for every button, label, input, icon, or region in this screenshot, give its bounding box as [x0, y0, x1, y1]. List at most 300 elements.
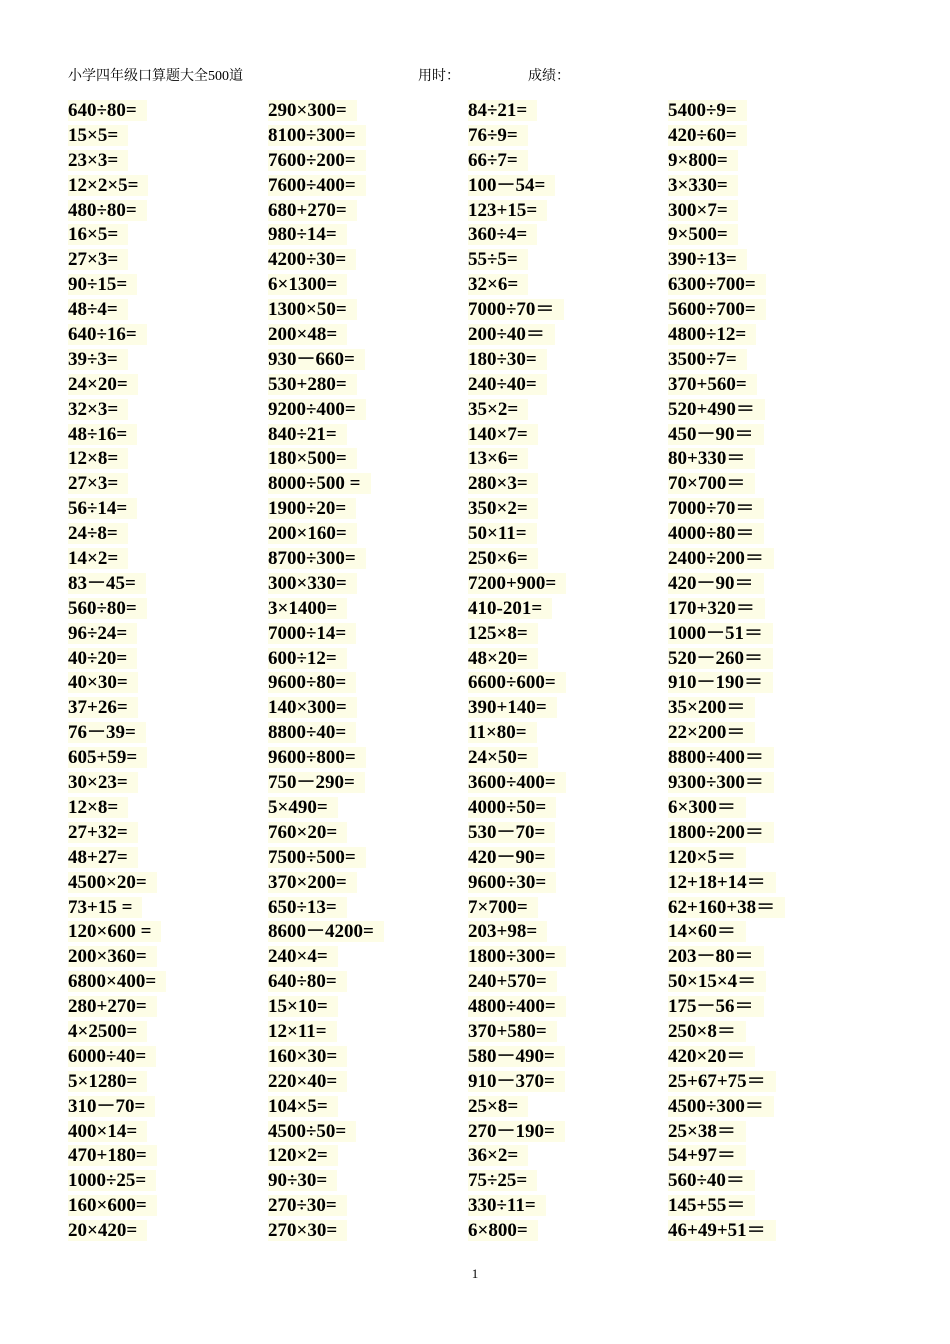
problem-text: 1800÷300= — [468, 946, 566, 967]
problem-text: 270÷30= — [268, 1195, 347, 1216]
problem-text: 25+67+75＝ — [668, 1071, 776, 1092]
problem-item — [468, 796, 668, 821]
problem-item — [268, 472, 468, 497]
problem-text: 6600÷600= — [468, 672, 566, 693]
problem-item — [268, 1144, 468, 1169]
problem-item — [668, 1070, 868, 1095]
problem-item — [668, 671, 868, 696]
problem-text: 50×15×4＝ — [668, 971, 766, 992]
problem-text: 83－45= — [68, 573, 146, 594]
problem-text: 350×2= — [468, 498, 538, 519]
problem-text: 220×40= — [268, 1071, 347, 1092]
problem-text: 70×700＝ — [668, 473, 755, 494]
problem-item — [468, 248, 668, 273]
problem-text: 420－90= — [468, 847, 555, 868]
problem-text: 270×30= — [268, 1220, 347, 1241]
problem-item — [668, 323, 868, 348]
problem-text: 22×200＝ — [668, 722, 755, 743]
problem-text: 8700÷300= — [268, 548, 366, 569]
problem-text: 16×5= — [68, 224, 128, 245]
problem-text: 30×23= — [68, 772, 138, 793]
problem-item — [268, 398, 468, 423]
problem-item — [468, 1120, 668, 1145]
problem-item — [68, 199, 268, 224]
problem-text: 240×4= — [268, 946, 338, 967]
problem-text: 24÷8= — [68, 523, 128, 544]
problem-item — [268, 124, 468, 149]
problem-item — [68, 373, 268, 398]
problem-item — [668, 821, 868, 846]
problem-item — [268, 1045, 468, 1070]
problem-text: 9×800= — [668, 150, 738, 171]
problem-item — [268, 273, 468, 298]
problem-text: 9×500= — [668, 224, 738, 245]
problem-item — [468, 323, 668, 348]
problem-text: 270－190= — [468, 1121, 565, 1142]
problem-text: 80+330＝ — [668, 448, 755, 469]
problem-item — [68, 472, 268, 497]
problem-text: 200×48= — [268, 324, 347, 345]
problem-text: 170+320＝ — [668, 598, 765, 619]
problem-item — [68, 149, 268, 174]
problem-text: 76－39= — [68, 722, 146, 743]
problem-item — [268, 696, 468, 721]
problem-text: 32×3= — [68, 399, 128, 420]
problem-item — [268, 174, 468, 199]
problem-item — [468, 945, 668, 970]
problem-item — [468, 348, 668, 373]
problem-text: 300×7= — [668, 200, 738, 221]
problem-text: 605+59= — [68, 747, 147, 768]
problem-text: 145+55＝ — [668, 1195, 755, 1216]
problem-item — [268, 522, 468, 547]
problem-text: 11×80= — [468, 722, 537, 743]
problem-item — [268, 1095, 468, 1120]
problem-item — [668, 149, 868, 174]
problem-text: 640÷16= — [68, 324, 147, 345]
problem-item — [468, 846, 668, 871]
problem-item — [268, 373, 468, 398]
problem-text: 250×6= — [468, 548, 538, 569]
problem-text: 300×330= — [268, 573, 357, 594]
problem-text: 27+32= — [68, 822, 138, 843]
problem-text: 6×300＝ — [668, 797, 746, 818]
problem-text: 120×5＝ — [668, 847, 746, 868]
problem-item — [468, 547, 668, 572]
problem-text: 4500÷300＝ — [668, 1096, 774, 1117]
problem-text: 840÷21= — [268, 424, 347, 445]
problem-item — [68, 497, 268, 522]
problem-item — [68, 970, 268, 995]
problem-item — [468, 298, 668, 323]
problem-column-1 — [68, 99, 268, 1244]
problem-item — [268, 149, 468, 174]
problem-item — [668, 1120, 868, 1145]
problem-text: 120×2= — [268, 1145, 338, 1166]
problem-item — [468, 572, 668, 597]
problem-item — [668, 696, 868, 721]
problem-sheet — [68, 99, 868, 1244]
problem-text: 420－90＝ — [668, 573, 764, 594]
problem-text: 8000÷500 = — [268, 473, 371, 494]
problem-text: 175－56＝ — [668, 996, 764, 1017]
problem-text: 4×2500= — [68, 1021, 147, 1042]
problem-text: 360÷4= — [468, 224, 537, 245]
problem-item — [668, 920, 868, 945]
problem-item — [68, 647, 268, 672]
problem-text: 1900÷20= — [268, 498, 356, 519]
problem-item — [268, 821, 468, 846]
problem-text: 9600÷30= — [468, 872, 556, 893]
problem-item — [68, 273, 268, 298]
problem-item — [268, 348, 468, 373]
problem-text: 7600÷200= — [268, 150, 366, 171]
problem-item — [468, 124, 668, 149]
problem-item — [68, 846, 268, 871]
problem-item — [268, 547, 468, 572]
problem-item — [68, 522, 268, 547]
problem-text: 12×2×5= — [68, 175, 148, 196]
problem-text: 520－260＝ — [668, 648, 773, 669]
problem-item — [68, 721, 268, 746]
worksheet-header — [68, 66, 888, 88]
page-number: 1 — [471, 1266, 479, 1281]
problem-item — [468, 472, 668, 497]
problem-item — [68, 821, 268, 846]
problem-item — [68, 945, 268, 970]
problem-item — [68, 671, 268, 696]
problem-text: 6000÷40= — [68, 1046, 156, 1067]
problem-text: 96÷24= — [68, 623, 137, 644]
problem-item — [468, 223, 668, 248]
problem-item — [668, 99, 868, 124]
problem-text: 20×420= — [68, 1220, 147, 1241]
problem-item — [668, 721, 868, 746]
problem-text: 180÷30= — [468, 349, 547, 370]
problem-text: 7000÷14= — [268, 623, 356, 644]
problem-item — [268, 622, 468, 647]
problem-text: 24×20= — [68, 374, 138, 395]
problem-text: 240+570= — [468, 971, 557, 992]
problem-text: 4500÷50= — [268, 1121, 356, 1142]
problem-text: 12×11= — [268, 1021, 337, 1042]
problem-item — [468, 447, 668, 472]
problem-item — [268, 423, 468, 448]
problem-item — [268, 1169, 468, 1194]
problem-text: 280+270= — [68, 996, 157, 1017]
problem-text: 3500÷7= — [668, 349, 747, 370]
problem-item — [468, 696, 668, 721]
problem-text: 180×500= — [268, 448, 357, 469]
problem-text: 910－370= — [468, 1071, 565, 1092]
problem-text: 4000÷80＝ — [668, 523, 764, 544]
problem-text: 6×1300= — [268, 274, 347, 295]
problem-text: 160×30= — [268, 1046, 347, 1067]
problem-text: 240÷40= — [468, 374, 547, 395]
problem-item — [468, 1194, 668, 1219]
problem-item — [68, 1144, 268, 1169]
problem-item — [668, 1169, 868, 1194]
problem-item — [68, 746, 268, 771]
problem-item — [68, 796, 268, 821]
problem-text: 35×200＝ — [668, 697, 755, 718]
problem-item — [468, 920, 668, 945]
problem-item — [668, 995, 868, 1020]
problem-item — [268, 1219, 468, 1244]
problem-item — [68, 572, 268, 597]
problem-text: 250×8＝ — [668, 1021, 746, 1042]
problem-text: 530+280= — [268, 374, 357, 395]
problem-text: 4200÷30= — [268, 249, 356, 270]
problem-item — [468, 622, 668, 647]
problem-item — [268, 970, 468, 995]
problem-text: 15×10= — [268, 996, 338, 1017]
problem-item — [668, 945, 868, 970]
problem-item — [268, 223, 468, 248]
problem-item — [668, 846, 868, 871]
problem-item — [268, 597, 468, 622]
problem-item — [468, 497, 668, 522]
problem-item — [668, 547, 868, 572]
problem-text: 7000÷70＝ — [468, 299, 564, 320]
problem-item — [68, 398, 268, 423]
problem-text: 6800×400= — [68, 971, 166, 992]
problem-item — [68, 223, 268, 248]
problem-text: 12×8= — [68, 797, 128, 818]
problem-text: 650÷13= — [268, 897, 347, 918]
problem-text: 48÷4= — [68, 299, 128, 320]
problem-text: 75÷25= — [468, 1170, 537, 1191]
problem-text: 930－660= — [268, 349, 365, 370]
problem-item — [668, 447, 868, 472]
problem-item — [268, 846, 468, 871]
problem-item — [68, 1169, 268, 1194]
problem-text: 560÷40＝ — [668, 1170, 755, 1191]
problem-text: 420÷60= — [668, 125, 747, 146]
problem-text: 37+26= — [68, 697, 138, 718]
problem-item — [268, 1194, 468, 1219]
problem-item — [268, 199, 468, 224]
problem-text: 35×2= — [468, 399, 528, 420]
problem-text: 55÷5= — [468, 249, 528, 270]
problem-item — [268, 871, 468, 896]
problem-text: 39÷3= — [68, 349, 128, 370]
problem-item — [268, 671, 468, 696]
problem-text: 280×3= — [468, 473, 538, 494]
problem-text: 3600÷400= — [468, 772, 566, 793]
problem-item — [468, 597, 668, 622]
problem-text: 8600－4200= — [268, 921, 384, 942]
problem-text: 100－54= — [468, 175, 555, 196]
problem-text: 104×5= — [268, 1096, 338, 1117]
problem-text: 1800÷200＝ — [668, 822, 774, 843]
problem-item — [668, 597, 868, 622]
problem-text: 120×600 = — [68, 921, 161, 942]
problem-item — [68, 920, 268, 945]
problem-item — [68, 124, 268, 149]
problem-text: 7600÷400= — [268, 175, 366, 196]
problem-text: 24×50= — [468, 747, 538, 768]
problem-text: 8100÷300= — [268, 125, 366, 146]
problem-text: 480÷80= — [68, 200, 147, 221]
problem-item — [68, 1095, 268, 1120]
problem-text: 560÷80= — [68, 598, 147, 619]
problem-item — [668, 871, 868, 896]
problem-item — [668, 1194, 868, 1219]
problem-text: 54+97＝ — [668, 1145, 746, 1166]
problem-text: 9600÷800= — [268, 747, 366, 768]
problem-text: 84÷21= — [468, 100, 537, 121]
problem-text: 4500×20= — [68, 872, 157, 893]
problem-item — [268, 497, 468, 522]
problem-item — [268, 771, 468, 796]
problem-text: 27×3= — [68, 249, 128, 270]
problem-text: 7000÷70＝ — [668, 498, 764, 519]
problem-text: 4800÷12= — [668, 324, 756, 345]
problem-text: 200÷40＝ — [468, 324, 555, 345]
worksheet-title: 小学四年级口算题大全500道 — [68, 69, 243, 84]
problem-item — [268, 572, 468, 597]
problem-text: 48+27= — [68, 847, 138, 868]
problem-text: 530－70= — [468, 822, 555, 843]
problem-text: 640÷80= — [68, 100, 147, 121]
problem-item — [668, 622, 868, 647]
problem-text: 750－290= — [268, 772, 365, 793]
problem-text: 390+140= — [468, 697, 557, 718]
problem-text: 23×3= — [68, 150, 128, 171]
problem-item — [268, 896, 468, 921]
problem-text: 330÷11= — [468, 1195, 546, 1216]
problem-text: 5400÷9= — [668, 100, 747, 121]
problem-item — [468, 1169, 668, 1194]
problem-item — [468, 149, 668, 174]
problem-text: 66÷7= — [468, 150, 528, 171]
problem-text: 203+98= — [468, 921, 547, 942]
problem-item — [268, 796, 468, 821]
problem-text: 5×1280= — [68, 1071, 147, 1092]
problem-text: 62+160+38＝ — [668, 897, 785, 918]
problem-item — [668, 373, 868, 398]
problem-text: 73+15 = — [68, 897, 142, 918]
problem-item — [668, 348, 868, 373]
problem-column-3 — [468, 99, 668, 1244]
problem-text: 7200+900= — [468, 573, 566, 594]
problem-text: 290×300= — [268, 100, 357, 121]
problem-text: 4800÷400= — [468, 996, 566, 1017]
problem-item — [668, 746, 868, 771]
problem-item — [268, 746, 468, 771]
problem-item — [68, 423, 268, 448]
problem-item — [468, 1045, 668, 1070]
problem-item — [468, 1070, 668, 1095]
problem-item — [68, 1045, 268, 1070]
problem-item — [668, 423, 868, 448]
problem-text: 76÷9= — [468, 125, 528, 146]
problem-item — [268, 1020, 468, 1045]
problem-item — [668, 647, 868, 672]
problem-text: 25×8= — [468, 1096, 528, 1117]
problem-item — [468, 199, 668, 224]
problem-text: 140×300= — [268, 697, 357, 718]
problem-text: 32×6= — [468, 274, 528, 295]
problem-text: 420×20＝ — [668, 1046, 755, 1067]
problem-item — [268, 248, 468, 273]
problem-text: 4000÷50= — [468, 797, 556, 818]
problem-text: 520+490＝ — [668, 399, 765, 420]
problem-text: 203－80＝ — [668, 946, 764, 967]
problem-item — [268, 298, 468, 323]
problem-text: 1300×50= — [268, 299, 357, 320]
problem-text: 140×7= — [468, 424, 538, 445]
problem-item — [68, 248, 268, 273]
problem-item — [668, 1020, 868, 1045]
problem-text: 50×11= — [468, 523, 537, 544]
time-label: 用时： — [418, 69, 460, 84]
problem-item — [68, 771, 268, 796]
problem-item — [668, 1144, 868, 1169]
score-label: 成绩： — [528, 69, 570, 84]
problem-text: 8800÷40= — [268, 722, 356, 743]
problem-text: 46+49+51＝ — [668, 1220, 776, 1241]
problem-text: 980÷14= — [268, 224, 347, 245]
problem-item — [468, 423, 668, 448]
problem-item — [468, 99, 668, 124]
problem-text: 390÷13= — [668, 249, 747, 270]
problem-item — [268, 945, 468, 970]
problem-text: 3×1400= — [268, 598, 347, 619]
problem-item — [468, 721, 668, 746]
problem-item — [468, 1144, 668, 1169]
problem-item — [668, 174, 868, 199]
problem-text: 13×6= — [468, 448, 528, 469]
problem-text: 6×800= — [468, 1220, 538, 1241]
problem-item — [68, 597, 268, 622]
problem-item — [468, 821, 668, 846]
problem-text: 1000÷25= — [68, 1170, 156, 1191]
problem-text: 56÷14= — [68, 498, 137, 519]
problem-text: 370+580= — [468, 1021, 557, 1042]
problem-text: 27×3= — [68, 473, 128, 494]
problem-text: 680+270= — [268, 200, 357, 221]
problem-item — [68, 1020, 268, 1045]
problem-item — [268, 721, 468, 746]
problem-item — [68, 1120, 268, 1145]
problem-item — [668, 771, 868, 796]
problem-item — [68, 1219, 268, 1244]
problem-item — [468, 647, 668, 672]
problem-text: 2400÷200＝ — [668, 548, 774, 569]
problem-text: 9200÷400= — [268, 399, 366, 420]
problem-text: 3×330= — [668, 175, 738, 196]
problem-item — [668, 1219, 868, 1244]
problem-item — [468, 671, 668, 696]
problem-item — [68, 1194, 268, 1219]
problem-text: 8800÷400＝ — [668, 747, 774, 768]
problem-text: 40×30= — [68, 672, 138, 693]
problem-item — [268, 920, 468, 945]
problem-item — [68, 323, 268, 348]
problem-text: 36×2= — [468, 1145, 528, 1166]
problem-item — [468, 1020, 668, 1045]
problem-text: 600÷12= — [268, 648, 347, 669]
problem-item — [468, 1095, 668, 1120]
problem-text: 200×160= — [268, 523, 357, 544]
problem-text: 125×8= — [468, 623, 538, 644]
problem-item — [68, 1070, 268, 1095]
problem-item — [668, 472, 868, 497]
problem-item — [268, 323, 468, 348]
problem-item — [668, 896, 868, 921]
